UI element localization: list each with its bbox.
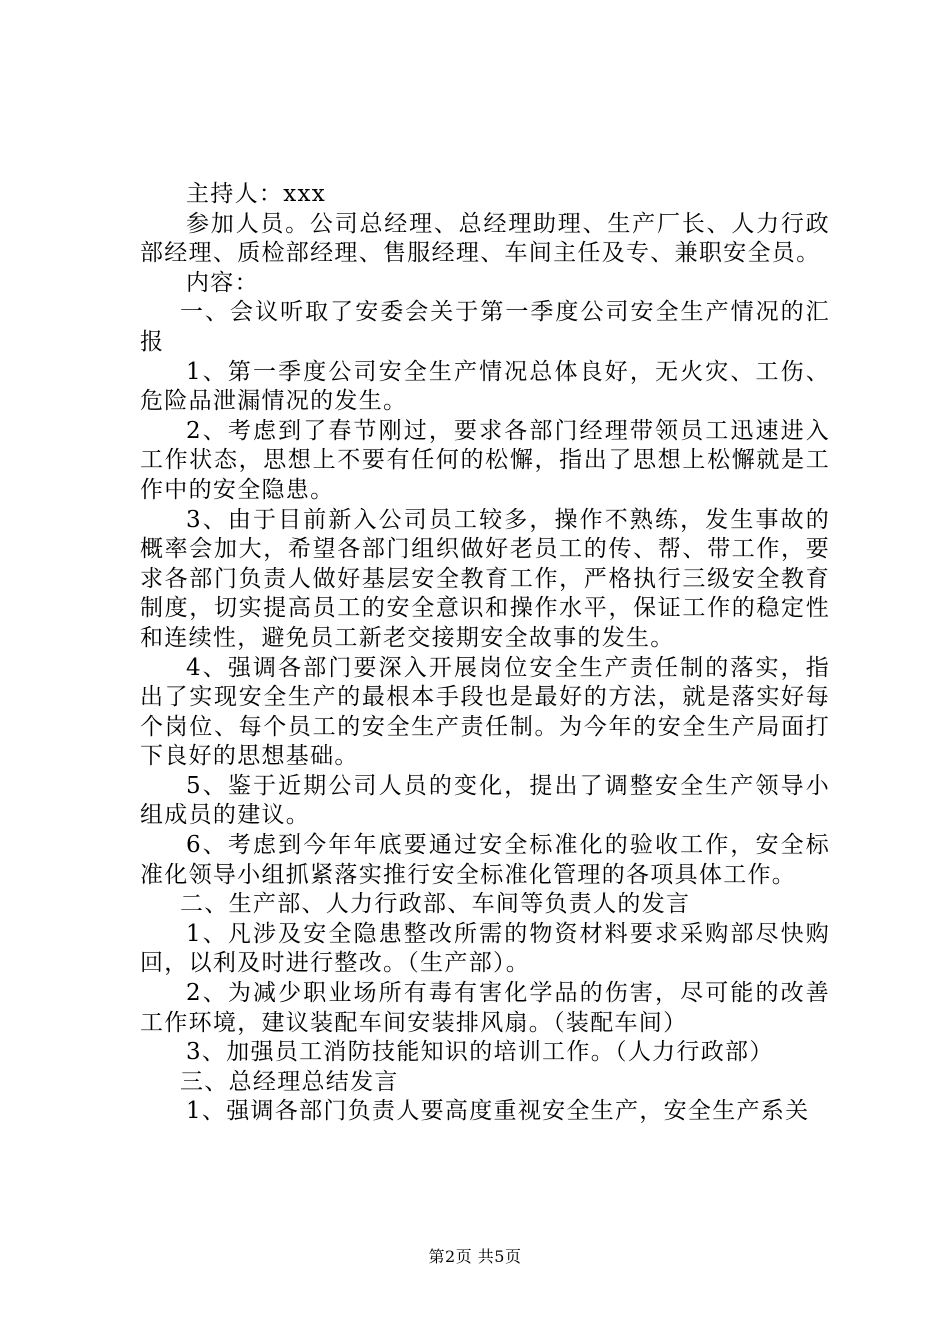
- list-item: 1、强调各部门负责人要高度重视安全生产，安全生产系关: [186, 1098, 810, 1125]
- list-item: 2、为减少职业场所有毒有害化学品的伤害，尽可能的改善工作环境，建议装配车间安装排风扇。（装配车间）: [140, 980, 830, 1036]
- section-heading-2: 二、生产部、人力行政部、车间等负责人的发言: [180, 891, 691, 918]
- list-item: 1、凡涉及安全隐患整改所需的物资材料要求采购部尽快购回，以利及时进行整改。（生产部）。: [140, 920, 830, 977]
- section-heading-3: 三、总经理总结发言: [180, 1068, 399, 1095]
- page-number-footer: 第2页 共5页: [428, 1247, 522, 1266]
- section-heading-1: 一、会议听取了安委会关于第一季度公司安全生产情况的汇报: [140, 299, 830, 355]
- list-item: 6、考虑到今年年底要通过安全标准化的验收工作，安全标准化领导小组抓紧落实推行安全标准化管理的各项具体工作。: [140, 832, 830, 888]
- list-item: 2、考虑到了春节刚过，要求各部门经理带领员工迅速进入工作状态，思想上不要有任何的松懈，指出了思想上松懈就是工作中的安全隐患。: [140, 417, 830, 503]
- list-item: 3、由于目前新入公司员工较多，操作不熟练，发生事故的概率会加大，希望各部门组织做好老员工的传、帮、带工作，要求各部门负责人做好基层安全教育工作，严格执行三级安全教育制度，切实提高员工的安全意识和操作水平，保证工作的稳定性和连续性，避免员工新老交接期安全故事的发生。: [140, 506, 830, 651]
- list-item: 1、第一季度公司安全生产情况总体良好，无火灾、工伤、危险品泄漏情况的发生。: [140, 358, 830, 415]
- paragraph-host: 主持人：xxx: [186, 181, 327, 207]
- paragraph-attendees: 参加人员。公司总经理、总经理助理、生产厂长、人力行政部经理、质检部经理、售服经理、车间主任及专、兼职安全员。: [140, 210, 830, 267]
- list-item: 3、加强员工消防技能知识的培训工作。（人力行政部）: [186, 1039, 774, 1066]
- list-item: 5、鉴于近期公司人员的变化，提出了调整安全生产领导小组成员的建议。: [140, 772, 830, 829]
- list-item: 4、强调各部门要深入开展岗位安全生产责任制的落实，指出了实现安全生产的最根本手段也是最好的方法，就是落实好每个岗位、每个员工的安全生产责任制。为今年的安全生产局面打下良好的思想基础。: [140, 654, 830, 770]
- document-body: [140, 180, 830, 1127]
- paragraph-content-label: 内容：: [186, 269, 259, 296]
